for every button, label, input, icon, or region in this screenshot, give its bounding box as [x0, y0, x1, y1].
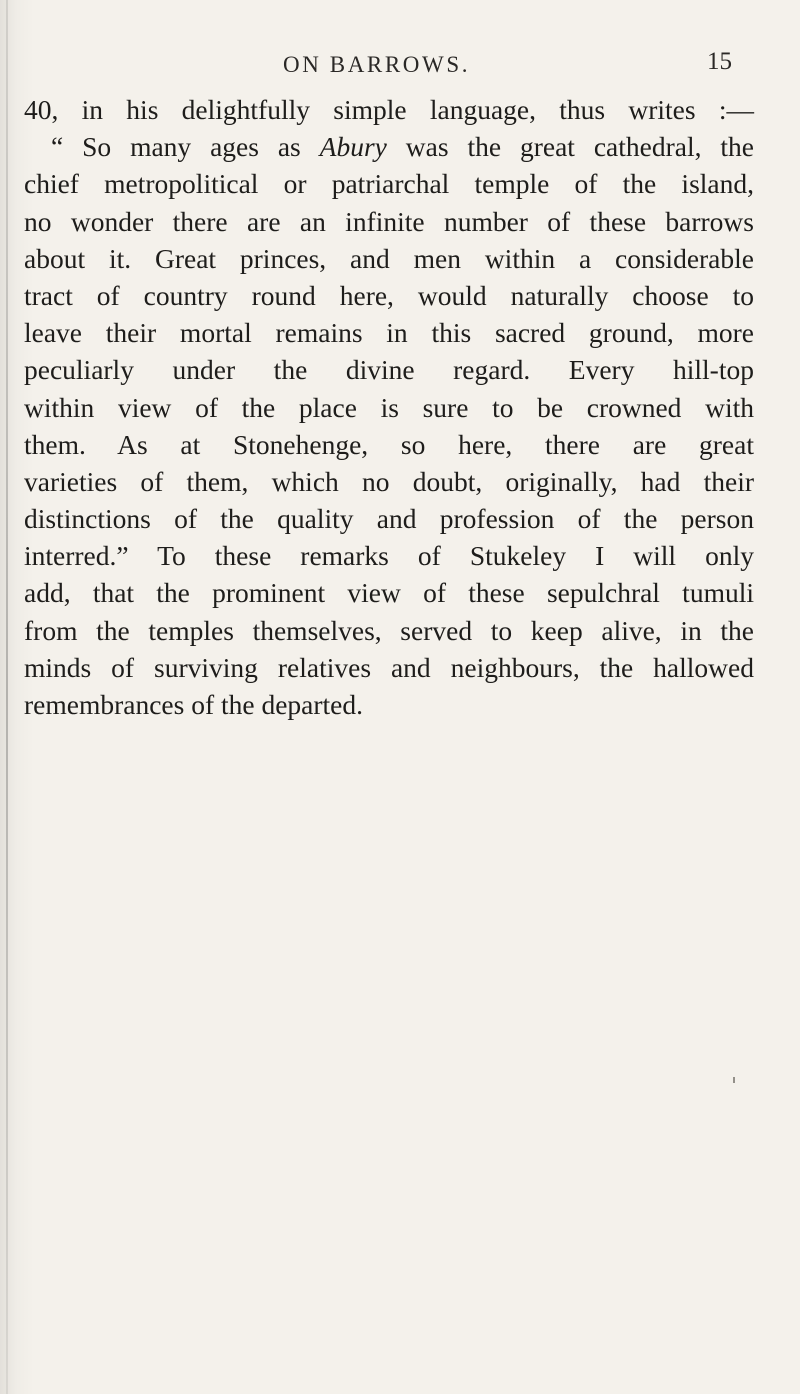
text-line: about it. Great princes, and men within a considerable — [24, 242, 754, 274]
text-line: them. As at Stonehenge, so here, there are great — [24, 428, 754, 460]
page-header — [0, 48, 800, 88]
text-line: distinctions of the quality and profession of the person — [24, 503, 754, 535]
text-line: remembrances of the departed. — [24, 689, 363, 720]
text-line: peculiarly under the divine regard. Every hill-top — [24, 354, 754, 386]
page-number: 15 — [707, 48, 732, 75]
text-line: leave their mortal remains in this sacred ground, more — [24, 317, 754, 349]
text-line — [24, 128, 754, 165]
text-line: add, that the prominent view of these sepulchral tumuli — [24, 577, 754, 609]
text-line: from the temples themselves, served to keep alive, in the — [24, 614, 754, 646]
paper-speck — [733, 1077, 735, 1083]
running-head: ON BARROWS. — [283, 52, 471, 77]
italic-place-name: Abury — [319, 131, 387, 163]
text-line: chief metropolitical or patriarchal temple of the island, — [24, 168, 754, 200]
text-line: within view of the place is sure to be crowned with — [24, 391, 754, 423]
text-segment: “ So many ages as — [51, 131, 320, 163]
text-segment: was the great cathedral, the — [386, 131, 754, 163]
text-line: no wonder there are an infinite number of these barrows — [24, 205, 754, 237]
text-line: 40, in his delightfully simple language, thus writes :— — [24, 94, 754, 125]
text-line: minds of surviving relatives and neighbours, the hallowed — [24, 651, 754, 683]
body-text — [24, 91, 754, 723]
text-line: varieties of them, which no doubt, originally, had their — [24, 465, 754, 497]
text-line: interred.” To these remarks of Stukeley I will only — [24, 540, 754, 572]
text-line: tract of country round here, would naturally choose to — [24, 279, 754, 311]
page-gutter-shadow — [6, 0, 8, 1394]
